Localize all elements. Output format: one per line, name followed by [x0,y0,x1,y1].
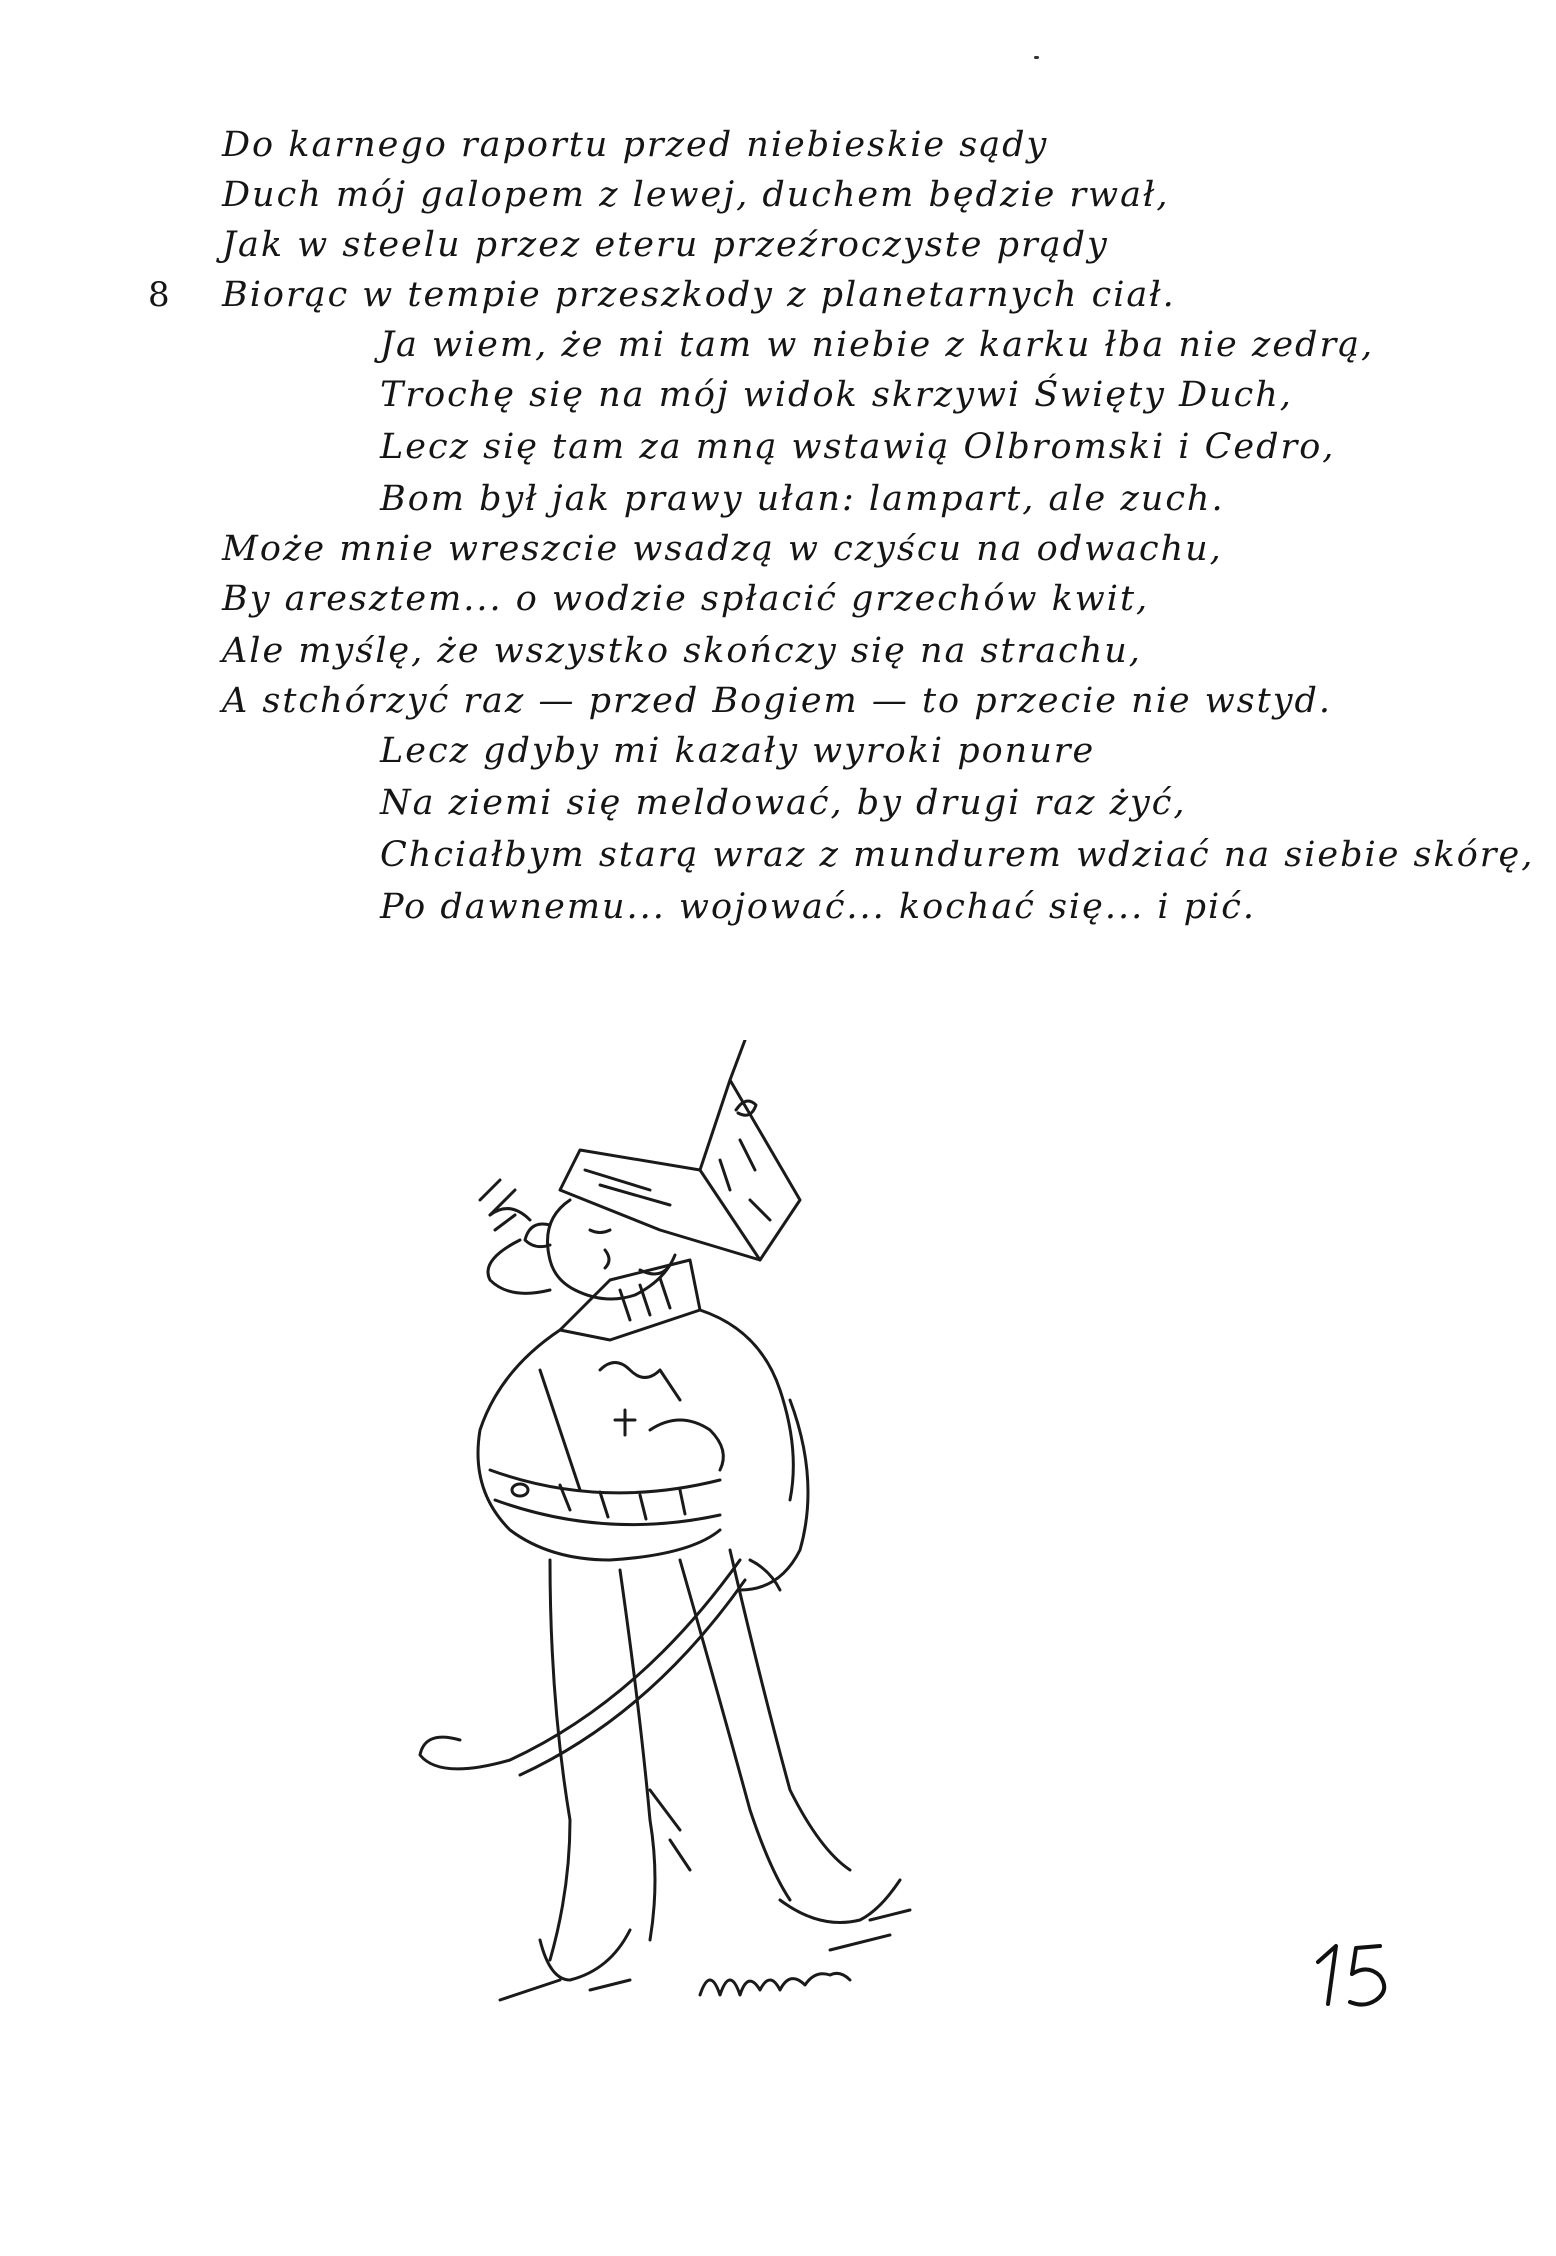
poem-line: Chciałbym starą wraz z mundurem wdziać na siebie skórę, [380,835,1535,875]
uhlan-caricature-illustration [400,1040,1020,2030]
poem-line: Na ziemi się meldować, by drugi raz żyć, [380,783,1187,823]
belt-drawing [490,1470,720,1525]
saluting-arm-drawing [480,1180,550,1293]
poem-line: Biorąc w tempie przeszkody z planetarnych ciał. [222,275,1176,315]
poem-line: Lecz gdyby mi kazały wyroki ponure [380,731,1096,771]
collar-drawing [560,1260,700,1340]
poem-line: Po dawnemu... wojować... kochać się... i pić. [380,887,1256,927]
poem-line: Do karnego raportu przed niebieskie sądy [222,125,1049,165]
sabre-drawing [420,1560,745,1775]
poem-line: Duch mój galopem z lewej, duchem będzie rwał, [222,175,1170,215]
poem-line: Ja wiem, że mi tam w niebie z karku łba nie zedrą, [380,325,1375,365]
poem-line: By aresztem... o wodzie spłacić grzechów kwit, [222,579,1150,619]
artist-signature-drawing [700,1973,850,1995]
paper-speck [1034,56,1039,59]
line-number: 8 [148,275,170,315]
poem-line: Jak w steelu przez eteru przeźroczyste prądy [222,225,1109,265]
poem-line: Ale myślę, że wszystko skończy się na strachu, [222,631,1142,671]
handwritten-page-number [1310,1940,1400,2010]
torso-drawing [478,1310,793,1560]
poem-line: Lecz się tam za mną wstawią Olbromski i Cedro, [380,427,1336,467]
head-drawing [525,1200,675,1299]
poem-line: A stchórzyć raz — przed Bogiem — to przecie nie wstyd. [222,681,1333,721]
poem-line: Trochę się na mój widok skrzywi Święty Duch, [380,375,1293,415]
arm-drawing [740,1400,808,1590]
poem-line: Bom był jak prawy ułan: lampart, ale zuch. [380,479,1225,519]
poem-line: Może mnie wreszcie wsadzą w czyścu na odwachu, [222,529,1223,569]
cap-drawing [560,1040,800,1260]
